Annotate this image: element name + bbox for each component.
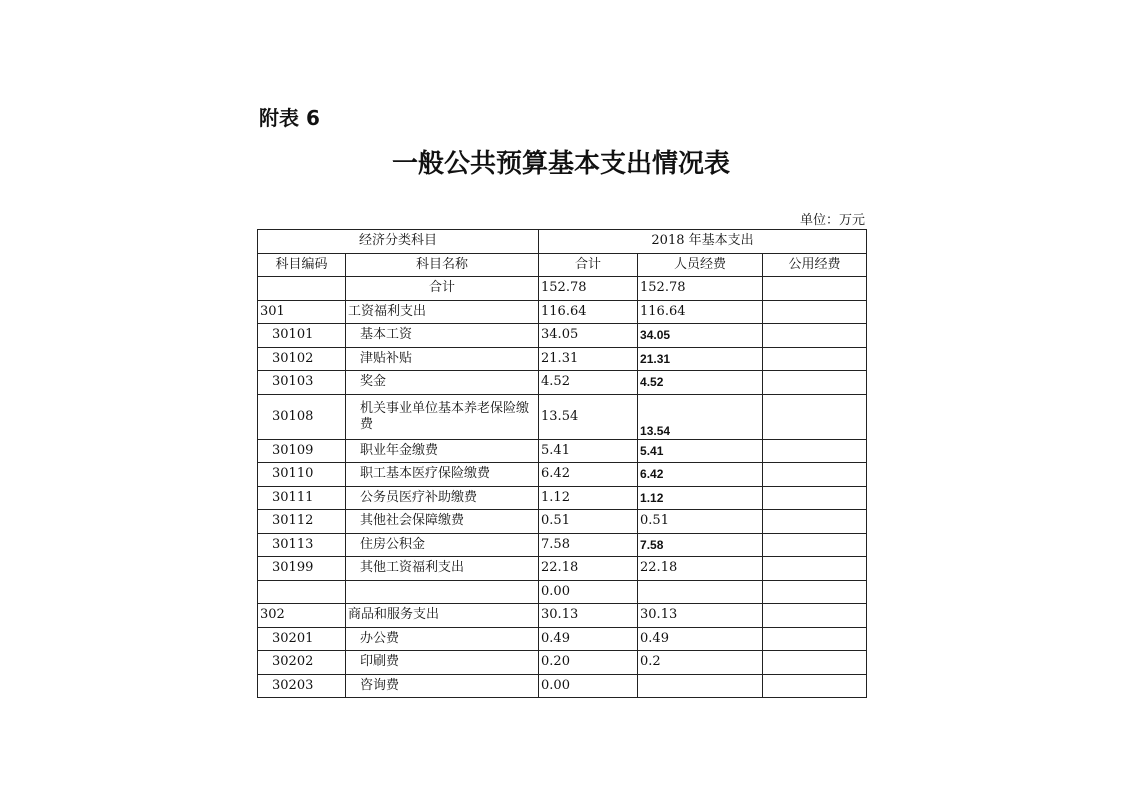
cell-code: 30112 — [258, 510, 346, 534]
table-row — [258, 674, 867, 698]
cell-code: 30199 — [258, 557, 346, 581]
cell-total: 6.42 — [539, 463, 638, 487]
cell-personnel: 30.13 — [638, 604, 763, 628]
cell-name: 咨询费 — [346, 674, 539, 698]
cell-public — [763, 347, 867, 371]
table-row — [258, 557, 867, 581]
cell-code: 30113 — [258, 533, 346, 557]
cell-name: 合计 — [346, 277, 539, 301]
cell-name: 其他社会保障缴费 — [346, 510, 539, 534]
cell-personnel: 152.78 — [638, 277, 763, 301]
cell-code: 30103 — [258, 371, 346, 395]
table-row — [258, 463, 867, 487]
header-total: 合计 — [539, 253, 638, 277]
cell-public — [763, 627, 867, 651]
table-row — [258, 651, 867, 675]
cell-name: 职业年金缴费 — [346, 439, 539, 463]
cell-name: 住房公积金 — [346, 533, 539, 557]
cell-public — [763, 557, 867, 581]
header-public-expense: 公用经费 — [763, 253, 867, 277]
table-row — [258, 510, 867, 534]
cell-personnel: 5.41 — [638, 439, 763, 463]
cell-total: 116.64 — [539, 300, 638, 324]
cell-total: 0.00 — [539, 580, 638, 604]
cell-public — [763, 300, 867, 324]
cell-personnel: 22.18 — [638, 557, 763, 581]
cell-public — [763, 439, 867, 463]
cell-name: 奖金 — [346, 371, 539, 395]
cell-personnel: 0.49 — [638, 627, 763, 651]
cell-code: 30109 — [258, 439, 346, 463]
cell-total: 21.31 — [539, 347, 638, 371]
cell-name: 其他工资福利支出 — [346, 557, 539, 581]
table-row — [258, 300, 867, 324]
table-row — [258, 277, 867, 301]
cell-name: 印刷费 — [346, 651, 539, 675]
cell-personnel: 21.31 — [638, 347, 763, 371]
cell-personnel: 116.64 — [638, 300, 763, 324]
cell-public — [763, 604, 867, 628]
unit-label: 单位：万元 — [799, 213, 865, 228]
header-subject-code: 科目编码 — [258, 253, 346, 277]
table-row — [258, 324, 867, 348]
cell-public — [763, 510, 867, 534]
cell-code: 30111 — [258, 486, 346, 510]
cell-name: 商品和服务支出 — [346, 604, 539, 628]
cell-total: 30.13 — [539, 604, 638, 628]
page-title: 一般公共预算基本支出情况表 — [391, 149, 730, 179]
table-row — [258, 439, 867, 463]
cell-total: 7.58 — [539, 533, 638, 557]
cell-code: 30203 — [258, 674, 346, 698]
cell-public — [763, 651, 867, 675]
cell-total: 5.41 — [539, 439, 638, 463]
cell-public — [763, 394, 867, 439]
cell-personnel: 1.12 — [638, 486, 763, 510]
cell-code: 30110 — [258, 463, 346, 487]
cell-name: 职工基本医疗保险缴费 — [346, 463, 539, 487]
cell-public — [763, 277, 867, 301]
cell-personnel: 0.2 — [638, 651, 763, 675]
cell-code: 30202 — [258, 651, 346, 675]
header-economic-classification: 经济分类科目 — [258, 230, 539, 254]
cell-code: 30102 — [258, 347, 346, 371]
cell-name: 工资福利支出 — [346, 300, 539, 324]
table-header-group-row — [258, 230, 867, 254]
table-row — [258, 347, 867, 371]
table-row — [258, 580, 867, 604]
cell-name: 基本工资 — [346, 324, 539, 348]
cell-total: 0.49 — [539, 627, 638, 651]
cell-public — [763, 463, 867, 487]
cell-public — [763, 533, 867, 557]
cell-personnel: 13.54 — [638, 394, 763, 439]
cell-public — [763, 324, 867, 348]
cell-public — [763, 674, 867, 698]
cell-personnel: 4.52 — [638, 371, 763, 395]
cell-code — [258, 580, 346, 604]
cell-name: 机关事业单位基本养老保险缴费 — [346, 394, 539, 439]
cell-code: 30201 — [258, 627, 346, 651]
cell-public — [763, 371, 867, 395]
cell-code — [258, 277, 346, 301]
cell-personnel: 34.05 — [638, 324, 763, 348]
cell-code: 30108 — [258, 394, 346, 439]
cell-total: 13.54 — [539, 394, 638, 439]
cell-personnel — [638, 674, 763, 698]
table-row — [258, 486, 867, 510]
cell-total: 0.20 — [539, 651, 638, 675]
cell-name: 办公费 — [346, 627, 539, 651]
header-subject-name: 科目名称 — [346, 253, 539, 277]
header-personnel-expense: 人员经费 — [638, 253, 763, 277]
cell-personnel: 0.51 — [638, 510, 763, 534]
cell-personnel: 7.58 — [638, 533, 763, 557]
cell-name: 津贴补贴 — [346, 347, 539, 371]
appendix-label: 附表 6 — [259, 106, 320, 130]
budget-table — [257, 229, 867, 698]
cell-total: 4.52 — [539, 371, 638, 395]
cell-code: 302 — [258, 604, 346, 628]
table-row — [258, 394, 867, 439]
table-row — [258, 533, 867, 557]
cell-code: 30101 — [258, 324, 346, 348]
cell-total: 22.18 — [539, 557, 638, 581]
cell-name — [346, 580, 539, 604]
cell-total: 34.05 — [539, 324, 638, 348]
cell-public — [763, 580, 867, 604]
cell-personnel — [638, 580, 763, 604]
cell-total: 0.00 — [539, 674, 638, 698]
cell-total: 1.12 — [539, 486, 638, 510]
table-row — [258, 604, 867, 628]
cell-name: 公务员医疗补助缴费 — [346, 486, 539, 510]
table-header-row — [258, 253, 867, 277]
cell-code: 301 — [258, 300, 346, 324]
header-2018-basic-expenditure: 2018 年基本支出 — [539, 230, 867, 254]
table-row — [258, 627, 867, 651]
cell-personnel: 6.42 — [638, 463, 763, 487]
cell-public — [763, 486, 867, 510]
cell-total: 0.51 — [539, 510, 638, 534]
table-row — [258, 371, 867, 395]
cell-total: 152.78 — [539, 277, 638, 301]
